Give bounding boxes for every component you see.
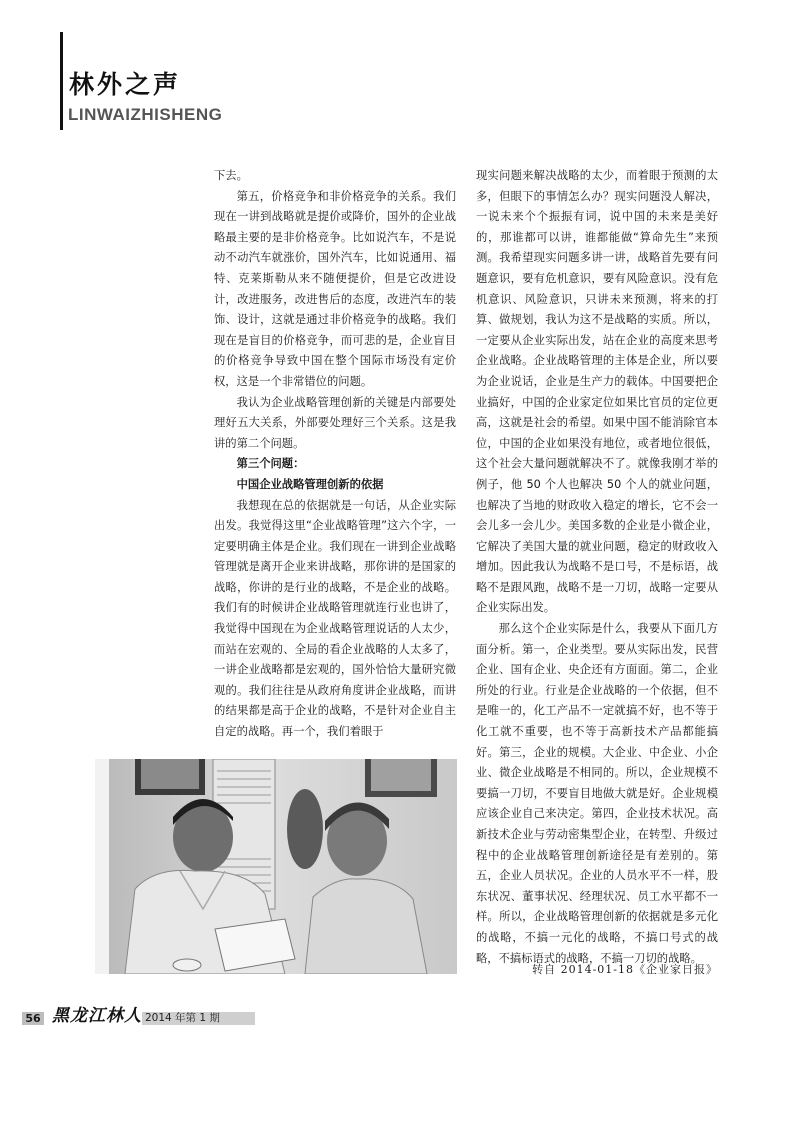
paragraph: 我认为企业战略管理创新的关键是内部要处理好五大关系，外部要处理好三个关系。这是我讲的第二个问题。 (214, 395, 456, 450)
paragraph: 第五，价格竞争和非价格竞争的关系。我们现在一讲到战略就是提价或降价，国外的企业战略最主要的是非价格竞争。比如说汽车，不是说动不动汽车就涨价，国外汽车，比如说通用、福特、克莱斯勒从来不随便提价，但是它改进设计，改进服务，改进售后的态度，改进汽车的装饰、设计，这就是通过非价格竞争的战略。我们现在是盲目的价格竞争，而可悲的是，企业盲目的价格竞争导致中国在整个国际市场没有定价权，这是一个非常错位的问题。 (214, 189, 456, 388)
magazine-name: 黑龙江林人 (52, 1006, 142, 1026)
paragraph: 现实问题来解决战略的太少，而着眼于预测的太多，但眼下的事情怎么办？现实问题没人解决，一说未来个个振振有词，说中国的未来是美好的，那谁都可以讲，谁都能做“算命先生”来预测。我希望现实问题多讲一讲，战略首先要有问题意识，要有危机意识，要有风险意识。没有危机意识、风险意识，只讲未来预测，将来的打算、做规划，我认为这不是战略的实质。所以，一定要从企业实际出发，站在企业的高度来思考企业战略。企业战略管理的主体是企业，所以要为企业说话，企业是生产力的载体。中国要把企业搞好，中国的企业家定位如果比官员的定位更高，这就是社会的希望。如果中国不能消除官本位，中国的企业如果没有地位，或者地位很低，这个社会大量问题就解决不了。就像我刚才举的例子，他 50 个人也解决 50 个人的就业问题，也解决了当地的财政收入稳定的增长，它不会一会儿多一会儿少。美国多数的企业是小微企业，它解决了美国大量的就业问题，稳定的财政收入增加。因此我认为战略不是口号，不是标语，战略不是跟风跑，战略不是一刀切，战略一定要从企业实际出发。 (476, 169, 718, 615)
page-number: 56 (22, 1012, 44, 1025)
photo-two-men-reading (95, 759, 457, 974)
section-subtitle: LINWAIZHISHENG (68, 105, 223, 124)
photo-illustration (95, 759, 457, 974)
text-column-left (214, 166, 456, 743)
paragraph: 下去。 (214, 169, 248, 182)
paragraph: 那么这个企业实际是什么，我要从下面几方面分析。第一，企业类型。要从实际出发，民营企业、国有企业、央企还有方面面。第二，企业所处的行业。行业是企业战略的一个依据，但不是唯一的，化工产品不一定就搞不好，也不等于化工就不重要，也不等于高新技术产品都能搞好。第三，企业的规模。大企业、中企业、小企业、微企业战略是不相同的。所以，企业规模不要搞一刀切，不要盲目地做大就是好。企业规模应该企业自己来决定。第四，企业技术状况。高新技术企业与劳动密集型企业，在转型、升级过程中的企业战略管理创新途径是有差别的。第五，企业人员状况。企业的人员水平不一样，股东状况、董事状况、经理状况、员工水平都不一样。所以，企业战略管理创新的依据就是多元化的战略，不搞一元化的战略，不搞口号式的战略，不搞标语式的战略，不搞一刀切的战略。 (476, 622, 718, 965)
issue-label: 2014 年第 1 期 (142, 1012, 255, 1025)
section-accent-bar (60, 32, 63, 130)
source-citation: 转自 2014-01-18《企业家日报》 (532, 963, 718, 976)
subheading: 第三个问题： (236, 457, 305, 471)
paragraph: 我想现在总的依据就是一句话，从企业实际出发。我觉得这里“企业战略管理”这六个字，一定要明确主体是企业。我们现在一讲到企业战略管理就是离开企业来讲战略，那你讲的是国家的战略，你讲的是行业的战略，不是企业的战略。我们有的时候讲企业战略管理就连行业也讲了，我觉得中国现在为企业战略管理说话的人太少，而站在宏观的、全局的看企业战略的人太多了，一讲企业战略都是宏观的，国外恰恰大量研究微观的。我们往往是从政府角度讲企业战略，而讲的结果都是高于企业的战略，不是针对企业自主自定的战略。再一个，我们着眼于 (214, 498, 456, 739)
section-title: 林外之声 (69, 70, 182, 99)
subheading: 中国企业战略管理创新的依据 (236, 477, 384, 491)
text-column-right (476, 166, 718, 969)
